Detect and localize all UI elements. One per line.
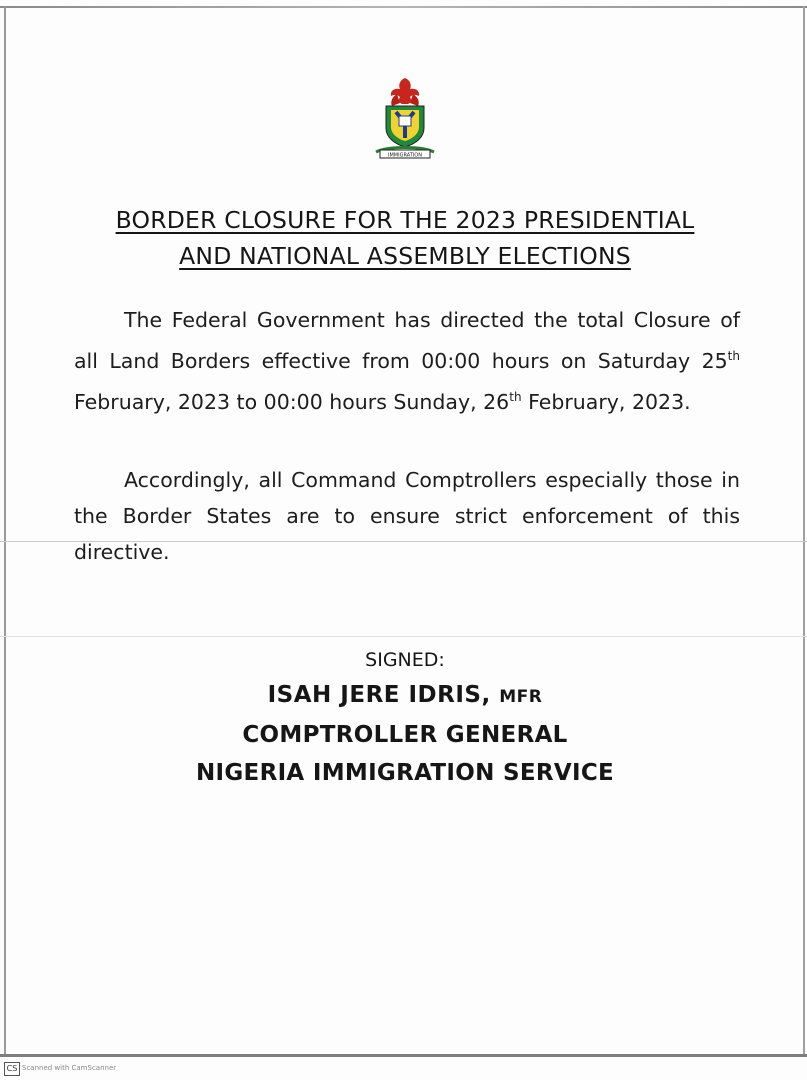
scan-border-left — [4, 6, 6, 1056]
scan-border-top — [0, 6, 807, 8]
immigration-emblem-icon — [372, 76, 438, 160]
scan-border-right — [803, 6, 805, 1056]
signatory-title: COMPTROLLER GENERAL — [242, 722, 568, 748]
paragraph-1-line-2: of all Land Borders effective from 00:00 hours on Saturday — [74, 308, 740, 373]
title-line-1: BORDER CLOSURE FOR THE 2023 PRESIDENTIAL — [115, 206, 695, 234]
signatory-name-line — [160, 676, 650, 716]
paragraph-closure-directive — [74, 302, 740, 420]
ordinal-suffix: th — [509, 389, 522, 404]
paragraph-2-line-3: directive. — [74, 540, 170, 564]
signatory-name: ISAH JERE IDRIS, — [267, 682, 491, 708]
camscanner-watermark: Scanned with CamScanner — [22, 1064, 117, 1072]
emblem-caption: IMMIGRATION — [388, 152, 422, 159]
paragraph-1-line-4: 2023. — [631, 389, 691, 414]
document-title — [60, 202, 750, 274]
scan-border-bottom — [0, 1054, 807, 1057]
paragraph-1-line-1: The Federal Government has directed the total Closure — [124, 308, 711, 332]
paragraph-enforcement — [74, 462, 740, 570]
paragraph-1-line-3: February, 2023 to 00:00 hours Sunday, 26 — [74, 389, 510, 414]
paragraph-2-line-2: the Border States are to ensure strict enforcement of this — [74, 504, 740, 528]
paragraph-2-line-1: Accordingly, all Command Comptrollers especially those in — [124, 468, 740, 492]
paragraph-1-date-start: 25 — [701, 348, 728, 373]
signed-label: SIGNED: — [365, 649, 445, 671]
signature-block — [160, 644, 650, 792]
signatory-organization: NIGERIA IMMIGRATION SERVICE — [195, 760, 615, 786]
title-line-2: AND NATIONAL ASSEMBLY ELECTIONS — [179, 242, 631, 270]
paragraph-1-line-3-end: February, — [521, 389, 626, 414]
ordinal-suffix: th — [727, 349, 740, 363]
scan-streak — [0, 636, 807, 637]
signatory-honor: MFR — [499, 687, 543, 707]
camscanner-badge: CS — [4, 1062, 20, 1076]
